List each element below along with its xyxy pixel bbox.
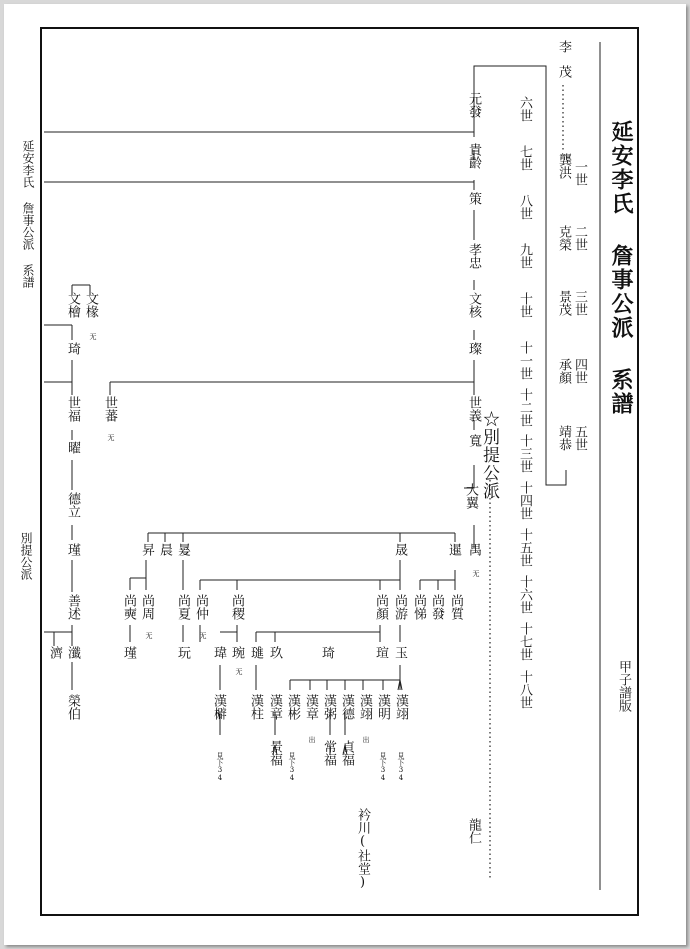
name-shangji: 尚稷 (229, 594, 244, 620)
name-hanyi2: 漢翊 (393, 694, 408, 720)
name-li: 李 (556, 40, 571, 53)
name-guiling: 貴齡 (466, 143, 481, 169)
name-shangfa: 尚發 (429, 594, 444, 620)
name-jin2: 瑾 (121, 646, 136, 659)
name-zhenfu: 貞福 (339, 740, 354, 766)
gen-label-17: 十七世 (517, 622, 532, 661)
name-jiu: 玖 (267, 646, 282, 659)
gen-label-8: 八世 (517, 194, 532, 220)
gen-label-15: 十五世 (517, 528, 532, 567)
name-ji: 濟 (47, 646, 62, 659)
name-wenyuan: 文椽 (83, 292, 98, 318)
name-chen: 晨 (157, 543, 172, 556)
side-title: 延安李氏 詹事公派 系譜 (21, 140, 35, 288)
name-wan: 玩 (175, 646, 190, 659)
name-hanyi: 漢翊 (357, 694, 372, 720)
gen-label-3: 三世 (572, 290, 587, 316)
name-qi1: 琦 (65, 342, 80, 355)
name-yu: 禺 (466, 543, 481, 556)
note-chu-hanyi: 出 (362, 736, 370, 743)
name-sheng: 昇 (139, 543, 154, 556)
name-shangyan: 尚顏 (373, 594, 388, 620)
gen-label-16: 十六世 (517, 575, 532, 614)
name-hanping: 漢檘 (211, 694, 226, 720)
place-lingchuan: 衿川(社堂) (355, 808, 370, 890)
gen-label-11: 十一世 (517, 341, 532, 380)
name-mao: 茂 (556, 65, 571, 78)
note-see-3: 見下34 (379, 752, 387, 782)
name-wan2: 琬 (229, 646, 244, 659)
name-hanzhang2: 漢章 (303, 694, 318, 720)
name-jin: 瑾 (65, 543, 80, 556)
note-see-4: 見下34 (397, 752, 405, 782)
name-kerong: 克榮 (556, 225, 571, 251)
name-shangxia: 尚夏 (175, 594, 190, 620)
gen-label-2: 二世 (572, 225, 587, 251)
gen-label-13: 十三世 (517, 434, 532, 473)
name-wei: 瑋 (211, 646, 226, 659)
name-jingfu: 景福 (267, 740, 282, 766)
name-can: 璨 (466, 342, 481, 355)
note-wu-shangzhou: 无 (145, 632, 153, 639)
name-yuanfa: 元發 (466, 92, 481, 118)
main-title: 延安李氏 詹事公派 系譜 (608, 120, 634, 416)
note-wu-wan2: 无 (235, 668, 243, 675)
name-shangshuang: 尚奭 (121, 594, 136, 620)
gen-label-1: 一世 (572, 160, 587, 186)
branch-label: ☆別提公派 (479, 410, 499, 500)
gen-label-18: 十八世 (517, 670, 532, 709)
note-chu-hanzhang2: 出 (308, 736, 316, 743)
name-shifu: 世福 (65, 396, 80, 422)
edition-label: 甲子譜版 (616, 660, 631, 712)
name-shangzhong: 尚仲 (193, 594, 208, 620)
note-wu-wenyuan: 无 (89, 333, 97, 340)
gen-label-12: 十二世 (517, 388, 532, 427)
name-shangti: 尚悌 (411, 594, 426, 620)
gen-label-5: 五世 (572, 425, 587, 451)
name-xiehong: 龔洪 (556, 153, 571, 179)
name-dayi: 大翼 (463, 483, 478, 509)
name-qi2: 琦 (319, 646, 334, 659)
name-wenhe: 文核 (466, 292, 481, 318)
name-hanzhu: 漢柱 (248, 694, 263, 720)
name-hanming: 漢明 (375, 694, 390, 720)
place-longren: 龍仁 (466, 818, 481, 844)
name-hanzhou: 漢粥 (321, 694, 336, 720)
name-xian: 暹 (446, 543, 461, 556)
name-jinggong: 靖恭 (556, 425, 571, 451)
genealogy-frame (40, 27, 639, 916)
gen-label-4: 四世 (572, 358, 587, 384)
gen-label-9: 九世 (517, 243, 532, 269)
name-jian: 瀸 (65, 646, 80, 659)
note-see-2: 見下34 (288, 752, 296, 782)
note-wu-shifan: 无 (107, 434, 115, 441)
gen-label-7: 七世 (517, 145, 532, 171)
note-wu-yu: 无 (472, 570, 480, 577)
name-yao: 曜 (65, 441, 80, 454)
name-ce: 策 (466, 192, 481, 205)
name-deli: 德立 (65, 492, 80, 518)
name-shangyou: 尚游 (392, 594, 407, 620)
name-hande: 漢德 (339, 694, 354, 720)
name-shangzhou: 尚周 (139, 594, 154, 620)
name-chengyan: 承顏 (556, 358, 571, 384)
name-jin3: 璡 (248, 646, 263, 659)
name-rongbo: 榮伯 (65, 694, 80, 720)
name-shangzhi: 尚質 (448, 594, 463, 620)
name-xuan: 瑄 (373, 646, 388, 659)
name-changfu: 常福 (321, 740, 336, 766)
note-wu-shangzhong: 无 (199, 632, 207, 639)
name-kuan: 寬 (466, 434, 481, 447)
gen-label-14: 十四世 (517, 481, 532, 520)
name-shiyi: 世義 (466, 396, 481, 422)
gen-label-6: 六世 (517, 96, 532, 122)
side-branch-label: 別提公派 (19, 532, 33, 580)
name-shanshu: 善述 (65, 594, 80, 620)
gen-label-10: 十世 (517, 292, 532, 318)
name-cheng: 晟 (392, 543, 407, 556)
name-xiaozhong: 孝忠 (466, 243, 481, 269)
name-hanbin: 漢彬 (285, 694, 300, 720)
name-wenkuai: 文檜 (65, 292, 80, 318)
name-jingmao: 景茂 (556, 290, 571, 316)
name-hanzhang1: 漢章 (267, 694, 282, 720)
name-yu2: 玉 (392, 646, 407, 659)
name-geng: 㬊 (175, 543, 190, 556)
note-see-1: 見下34 (216, 752, 224, 782)
name-shifan: 世蕃 (102, 396, 117, 422)
